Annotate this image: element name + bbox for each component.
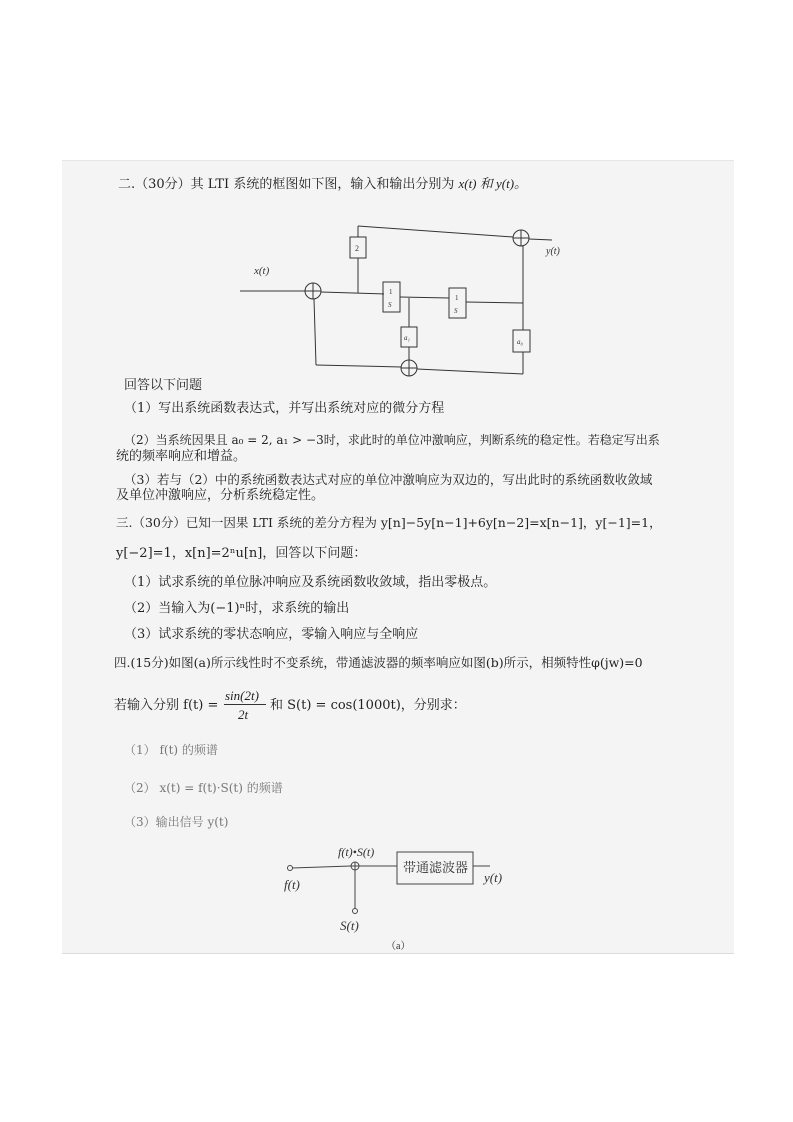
q4-frac-num: sin(2t)	[225, 688, 259, 703]
product-label: f(t)•S(t)	[338, 845, 375, 859]
input-f-label: f(t)	[284, 877, 300, 892]
q3-item: （1）试求系统的单位脉冲响应及系统函数收敛域，指出零极点。	[124, 575, 497, 590]
figure-caption: （a）	[386, 941, 411, 952]
integrator-2-den: S	[454, 307, 458, 315]
q4-item: （1） f(t) 的频谱	[124, 743, 218, 757]
input-label: x(t)	[254, 265, 270, 277]
bandpass-filter-block: 带通滤波器	[403, 861, 469, 876]
q2-item: 及单位冲激响应，分析系统稳定性。	[116, 488, 325, 503]
gain-label: 2	[355, 244, 359, 253]
q4-frac-den: 2t	[238, 707, 249, 722]
q2-item: （3）若与（2）中的系统函数表达式对应的单位冲激响应为双边的，写出此时的系统函数收敛域	[124, 472, 653, 487]
q2-item: （1）写出系统函数表达式，并写出系统对应的微分方程	[124, 401, 445, 416]
output-label: y(t)	[546, 246, 560, 257]
output-label: y(t)	[484, 870, 503, 885]
q4-item: （3）输出信号 y(t)	[124, 815, 229, 829]
q2-prompt: 回答以下问题	[124, 378, 203, 393]
q2-item: （2）当系统因果且 a₀ = 2, a₁ > −3时，求此时的单位冲激响应，判断系统的稳定性。若稳定写出系	[124, 433, 660, 447]
integrator-2-num: 1	[455, 294, 459, 302]
q4-input-prefix: 若输入分别 f(t) =	[114, 698, 219, 713]
q2-title: 二.（30分）其 LTI 系统的框图如下图，输入和输出分别为 x(t) 和 y(t)。	[118, 176, 528, 192]
q2-item: 统的频率响应和增益。	[116, 449, 247, 464]
coef-a1: a₁	[404, 334, 410, 342]
integrator-1-num: 1	[389, 288, 393, 296]
q3-title: 三.（30分）已知一因果 LTI 系统的差分方程为 y[n]−5y[n−1]+6y[n−2]=x[n−1]，y[−1]=1，	[116, 515, 662, 530]
q4-title: 四.(15分)如图(a)所示线性时不变系统，带通滤波器的频率响应如图(b)所示，相频特性φ(jw)=0	[114, 655, 643, 670]
q3-item: （2）当输入为(−1)ⁿ时，求系统的输出	[124, 601, 350, 616]
q3-item: （3）试求系统的零状态响应，零输入响应与全响应	[124, 627, 419, 642]
coef-a0: a₀	[517, 338, 523, 346]
integrator-1-den: S	[388, 301, 392, 309]
q4-input-suffix: 和 S(t) = cos(1000t)，分别求：	[270, 698, 466, 713]
input-s-label: S(t)	[340, 918, 359, 933]
q3-line2: y[−2]=1，x[n]=2ⁿu[n]，回答以下问题：	[116, 546, 367, 561]
q4-item: （2） x(t) = f(t)·S(t) 的频谱	[124, 781, 283, 795]
